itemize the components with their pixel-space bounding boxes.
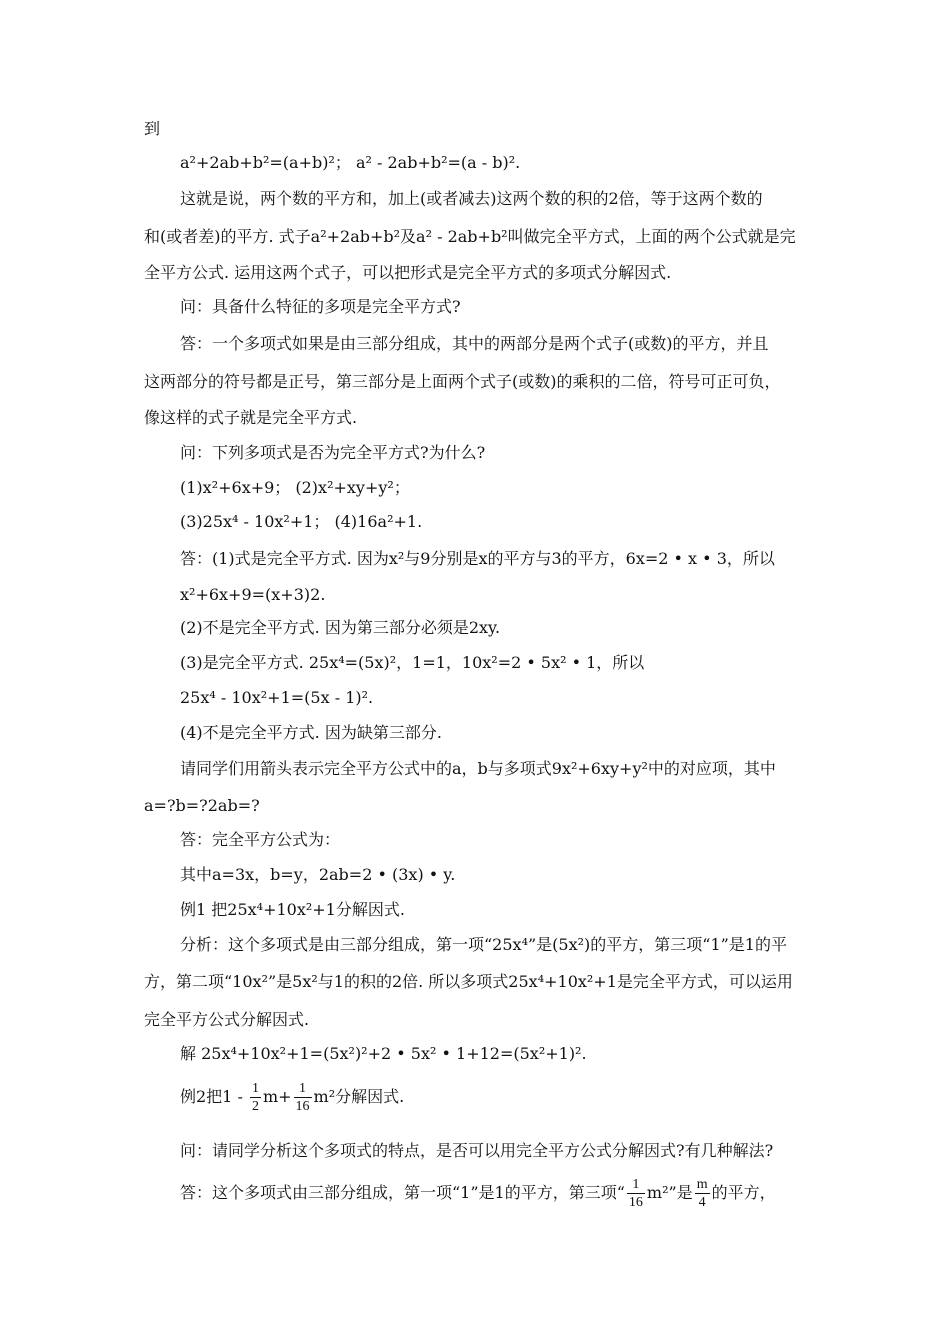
text-line: a=?b=?2ab=? xyxy=(144,796,260,815)
answer-mid: m²”是 xyxy=(646,1183,693,1202)
text-line: 完全平方公式分解因式. xyxy=(144,1010,310,1029)
fraction-denominator: 16 xyxy=(295,1099,310,1114)
fraction-denominator: 4 xyxy=(698,1195,706,1210)
question-line: 问：请同学分析这个多项式的特点，是否可以用完全平方公式分解因式?有几种解法? xyxy=(180,1141,774,1160)
fraction-numerator: 1 xyxy=(627,1176,645,1194)
text-line: 这两部分的符号都是正号，第三部分是上面两个式子(或数)的乘积的二倍，符号可正可负， xyxy=(144,372,781,391)
answer-line xyxy=(180,1176,820,1211)
text-line: (2)不是完全平方式. 因为第三部分必须是2xy. xyxy=(180,618,501,637)
answer-prefix: 答：这个多项式由三部分组成，第一项“1”是1的平方，第三项“ xyxy=(180,1183,625,1202)
example-2-suffix: m²分解因式. xyxy=(313,1087,405,1106)
fraction-denominator: 2 xyxy=(251,1099,259,1114)
text-line: 这就是说，两个数的平方和，加上(或者减去)这两个数的积的2倍，等于这两个数的 xyxy=(180,189,763,208)
example-1-line: 例1 把25x⁴+10x²+1分解因式. xyxy=(180,900,405,919)
example-2-line xyxy=(180,1080,820,1115)
text-line: 请同学们用箭头表示完全平方公式中的a，b与多项式9x²+6xy+y²中的对应项，其中 xyxy=(180,759,776,778)
text-line: 和(或者差)的平方. 式子a²+2ab+b²及a² - 2ab+b²叫做完全平方式，上面的两个公式就是完 xyxy=(144,227,796,246)
question-line: 问：下列多项式是否为完全平方式?为什么? xyxy=(180,443,486,462)
text-line: 到 xyxy=(144,119,161,138)
formula-line: x²+6x+9=(x+3)2. xyxy=(180,585,326,604)
text-line: (3)是完全平方式. 25x⁴=(5x)²，1=1，10x²=2 • 5x² • 1，所以 xyxy=(180,653,645,672)
exercise-line: (1)x²+6x+9； (2)x²+xy+y²； xyxy=(180,478,410,497)
text-line: 全平方公式. 运用这两个式子，可以把形式是完全平方式的多项式分解因式. xyxy=(144,263,672,282)
text-line: (4)不是完全平方式. 因为缺第三部分. xyxy=(180,723,442,742)
text-line: 方，第二项“10x²”是5x²与1的积的2倍. 所以多项式25x⁴+10x²+1是完全平方式，可以运用 xyxy=(144,972,793,991)
formula-line: 25x⁴ - 10x²+1=(5x - 1)². xyxy=(180,688,374,707)
answer-line: 答：完全平方公式为： xyxy=(180,830,341,849)
answer-line: 答：一个多项式如果是由三部分组成，其中的两部分是两个式子(或数)的平方，并且 xyxy=(180,334,769,353)
example-2-mid: m+ xyxy=(262,1087,292,1106)
exercise-line: (3)25x⁴ - 10x²+1； (4)16a²+1. xyxy=(180,512,423,531)
solution-line: 解 25x⁴+10x²+1=(5x²)²+2 • 5x² • 1+12=(5x²+1)². xyxy=(180,1044,587,1063)
fraction-numerator: 1 xyxy=(294,1080,312,1098)
example-2-prefix: 例2把1 - xyxy=(180,1087,248,1106)
fraction-denominator: 16 xyxy=(628,1195,643,1210)
fraction-numerator: 1 xyxy=(251,1081,259,1096)
answer-line: 答：(1)式是完全平方式. 因为x²与9分别是x的平方与3的平方，6x=2 • x • 3，所以 xyxy=(180,549,775,568)
fraction xyxy=(627,1176,645,1211)
answer-suffix: 的平方， xyxy=(711,1183,776,1202)
text-line: 其中a=3x，b=y，2ab=2 • (3x) • y. xyxy=(180,865,456,884)
formula-line: a²+2ab+b²=(a+b)²； a² - 2ab+b²=(a - b)². xyxy=(180,153,521,172)
analysis-line: 分析：这个多项式是由三部分组成，第一项“25x⁴”是(5x²)的平方，第三项“1”是1的平 xyxy=(180,935,787,954)
fraction xyxy=(294,1080,312,1115)
question-line: 问：具备什么特征的多项是完全平方式? xyxy=(180,297,461,316)
fraction xyxy=(695,1176,710,1211)
fraction xyxy=(250,1080,261,1115)
fraction-numerator: m xyxy=(696,1177,708,1192)
text-line: 像这样的式子就是完全平方式. xyxy=(144,408,358,427)
